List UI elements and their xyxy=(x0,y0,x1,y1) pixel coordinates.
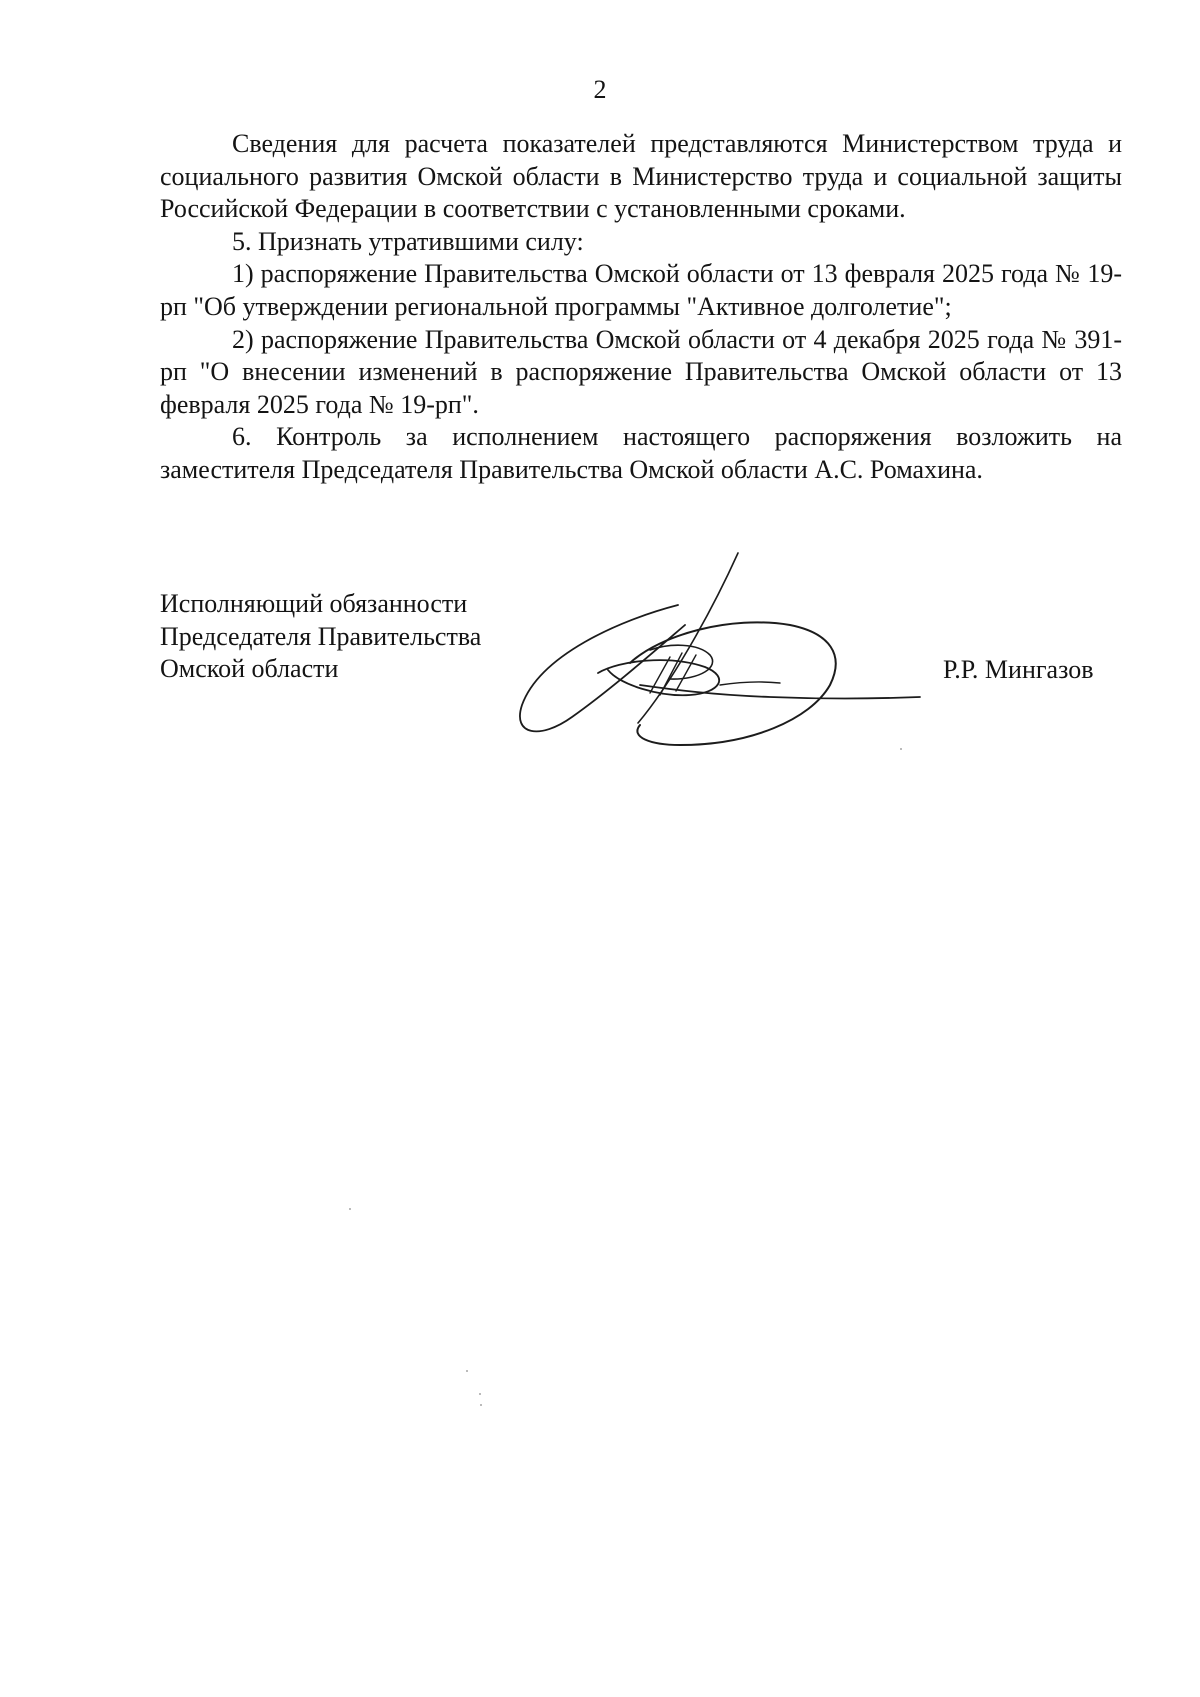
paragraph-item-5: 5. Признать утратившими силу: xyxy=(232,226,584,256)
scan-speck xyxy=(479,1393,481,1395)
page-number: 2 xyxy=(593,75,607,104)
scan-speck xyxy=(349,1208,351,1210)
signatory-position xyxy=(160,588,481,686)
signatory-position-line: Омской области xyxy=(160,654,339,683)
document-body xyxy=(160,128,1122,487)
handwritten-signature xyxy=(500,545,960,775)
paragraph-item-5-2: 2) распоряжение Правительства Омской области от 4 декабря 2025 года № 391-рп "О внесении изменений в распоряжение Правительства Омской области от 13 февраля 2025 года № 19-рп". xyxy=(160,324,1122,419)
scan-speck xyxy=(900,748,902,750)
signatory-position-line: Исполняющий обязанности xyxy=(160,589,468,618)
signatory-position-line: Председателя Правительства xyxy=(160,621,482,651)
signatory-name: Р.Р. Мингазов xyxy=(943,655,1094,684)
paragraph-item-6: 6. Контроль за исполнением настоящего распоряжения возложить на заместителя Председателя Правительства Омской области А.С. Ромахина. xyxy=(160,422,1122,484)
scan-speck xyxy=(480,1404,482,1406)
paragraph-reporting: Сведения для расчета показателей представляются Министерством труда и социального развития Омской области в Министерство труда и социальной защиты Российской Федерации в соответствии с установленными сроками. xyxy=(160,129,1122,224)
scan-speck xyxy=(466,1370,468,1372)
paragraph-item-5-1: 1) распоряжение Правительства Омской области от 13 февраля 2025 года № 19-рп "Об утверждении региональной программы "Активное долголетие"; xyxy=(160,259,1122,321)
